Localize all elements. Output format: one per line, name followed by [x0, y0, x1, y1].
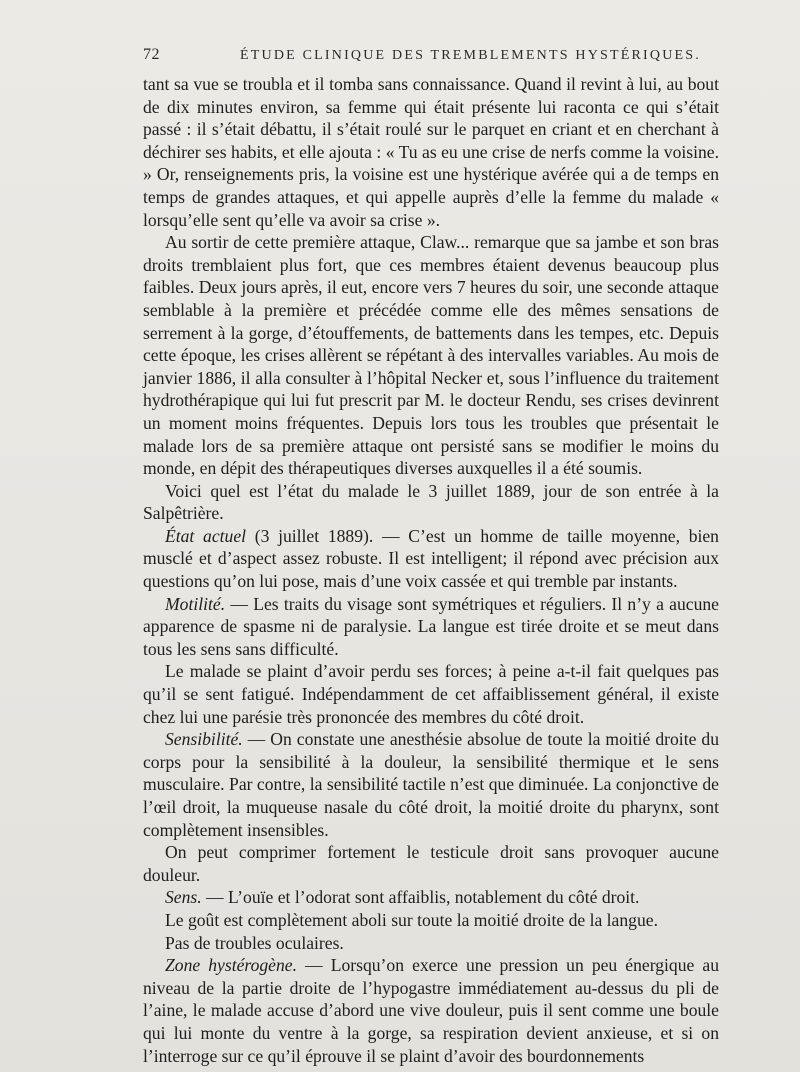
paragraph-oculaires: Pas de troubles oculaires.: [165, 932, 344, 953]
paragraph-motilite: Motilité. — Les traits du visage sont symétriques et réguliers. Il n’y a aucune apparence de spasme ni de paralysie. La langue est tirée droite et se meut dans tous les sens sans difficulté.: [143, 593, 719, 659]
section-heading: Zone hystérogène.: [165, 955, 297, 976]
section-heading: Motilité.: [165, 593, 226, 614]
paragraph-sens: Sens. — L’ouïe et l’odorat sont affaiblis, notablement du côté droit.: [165, 887, 640, 908]
section-heading: Sensibilité.: [165, 729, 243, 750]
paragraph-first-attack: Au sortir de cette première attaque, Claw... remarque que sa jambe et son bras droits tremblaient plus fort, que ces membres étaient devenus beaucoup plus faibles. Deux jours après, il eut, encore vers 7 heures du soir, une seconde attaque semblable à la première et précédée comme elle des mêmes sensations de serrement à la gorge, d’étouffements, de battements dans les tempes, etc. Depuis cette époque, les crises allèrent se répétant à des intervalles variables. Au mois de janvier 1886, il alla consulter à l’hôpital Necker et, sous l’influence du traitement hydrothérapique qui lui fut prescrit par M. le docteur Rendu, ses crises devinrent un moment moins fréquentes. Depuis lors tous les troubles que présentait le malade lors de sa première attaque ont persisté sans se modifier le moins du monde, en dépit des thérapeutiques diverses auxquelles il a été soumis.: [143, 232, 719, 479]
section-heading: État actuel: [165, 525, 247, 546]
body-text: [143, 73, 719, 1067]
paragraph-etat-actuel: État actuel (3 juillet 1889). — C’est un homme de taille moyenne, bien musclé et d’aspect assez robuste. Il est intelligent; il répond avec précision aux questions qu’on lui pose, mais d’une voix cassée et qui tremble par instants.: [143, 525, 719, 592]
paragraph-forces: Le malade se plaint d’avoir perdu ses forces; à peine a-t-il fait quelques pas qu’il se sent fatigué. Indépendamment de cet affaiblissement général, il existe chez lui une parésie très prononcée des membres du côté droit.: [143, 661, 719, 727]
page-number: 72: [143, 46, 160, 63]
section-heading: Sens.: [165, 887, 202, 908]
running-header: [143, 46, 748, 64]
paragraph-gout: Le goût est complètement aboli sur toute la moitié droite de la langue.: [165, 909, 658, 930]
running-title: ÉTUDE CLINIQUE DES TREMBLEMENTS HYSTÉRIQUES.: [240, 48, 701, 63]
paragraph-continuation: tant sa vue se troubla et il tomba sans connaissance. Quand il revint à lui, au bout de dix minutes environ, sa femme qui était présente lui raconta ce qui s’était passé : il s’était débattu, il s’était roulé sur le parquet en criant et en cherchant à déchirer ses habits, et elle ajouta : « Tu as eu une crise de nerfs comme la voisine. » Or, renseignements pris, la voisine est une hystérique avérée qui a de temps en temps de grandes attaques, et qui appelle auprès d’elle la femme du malade « lorsqu’elle sent qu’elle va avoir sa crise ».: [143, 74, 719, 230]
paragraph-zone-hysterogene: Zone hystérogène. — Lorsqu’on exerce une pression un peu énergique au niveau de la partie droite de l’hypogastre immédiatement au-dessus du pli de l’aine, le malade accuse d’abord une vive douleur, puis il sent comme une boule qui lui monte du ventre à la gorge, sa respiration devient anxieuse, et si on l’interroge sur ce qu’il éprouve il se plaint d’avoir des bourdonnements: [143, 955, 719, 1066]
paragraph-sensibilite: Sensibilité. — On constate une anesthésie absolue de toute la moitié droite du corps pour la sensibilité à la douleur, la sensibilité thermique et le sens musculaire. Par contre, la sensibilité tactile n’est que diminuée. La conjonctive de l’œil droit, la muqueuse nasale du côté droit, la moitié droite du pharynx, sont complètement insensibles.: [143, 729, 719, 840]
paragraph-admission: Voici quel est l’état du malade le 3 juillet 1889, jour de son entrée à la Salpêtrière.: [143, 480, 719, 524]
paragraph-testicule: On peut comprimer fortement le testicule droit sans provoquer aucune douleur.: [143, 842, 719, 885]
